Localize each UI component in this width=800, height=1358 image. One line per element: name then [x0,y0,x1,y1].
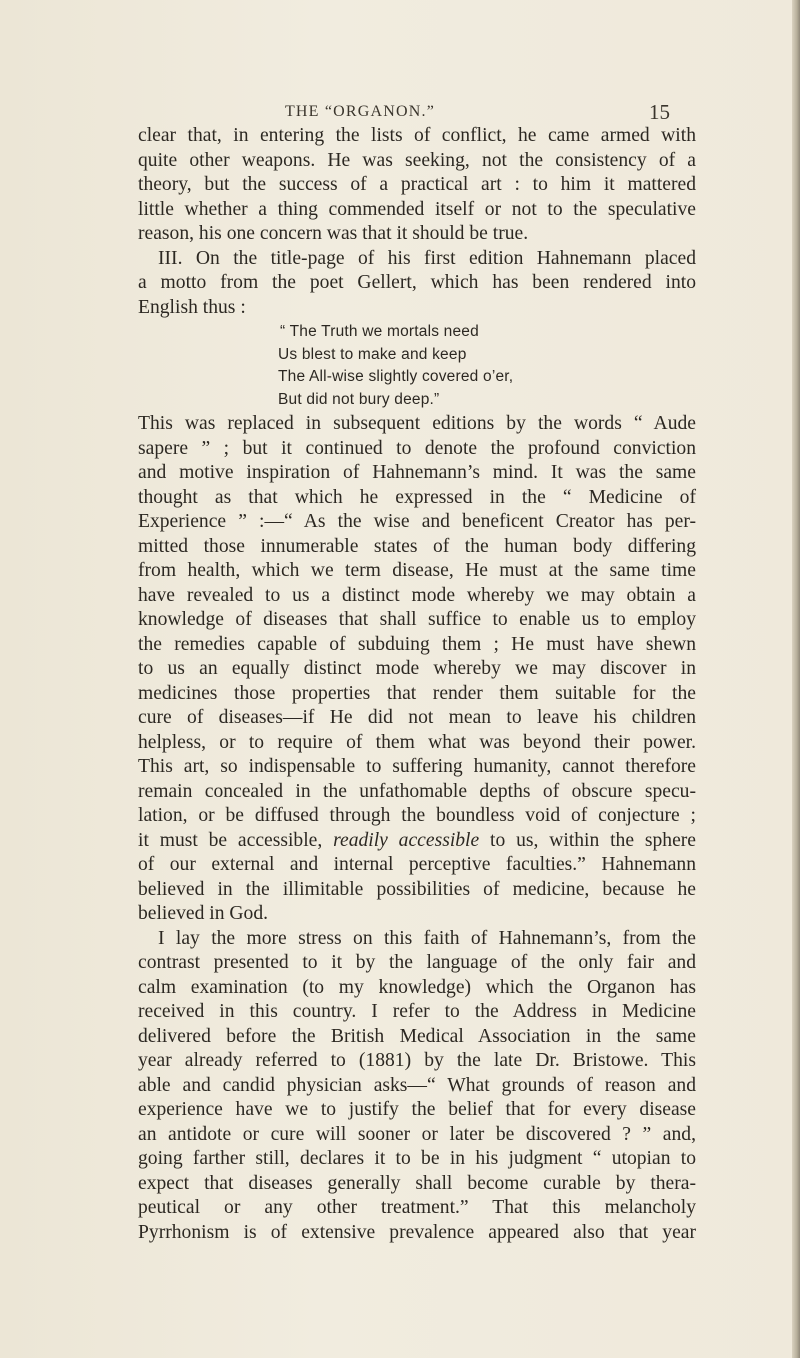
text-line: clear that, in entering the lists of conflict, he came armed with [138,125,696,146]
text-line: the remedies capable of subduing them ; He must have shewn [138,633,696,655]
text-line: year already referred to (1881) by the late Dr. Bristowe. This [138,1050,696,1071]
text-line: mitted those innumerable states of the human body differing [138,535,696,557]
text-line: English thus : [138,296,246,318]
text-line: This was replaced in subsequent editions by the words “ Aude [138,413,696,434]
paragraph-1 [138,124,696,247]
text-line: going farther still, declares it to be in his judgment “ utopian to [138,1148,696,1169]
text-line: delivered before the British Medical Association in the same [138,1025,696,1047]
text-line: contrast presented to it by the language of the only fair and [138,952,696,973]
text-line-with-italic [138,829,696,854]
text-line: experience have we to justify the belief that for every disease [138,1099,696,1120]
paragraph-2 [138,247,696,321]
page-edge-shadow [792,0,800,1358]
text-line: and motive inspiration of Hahnemann’s mind. It was the same [138,462,696,483]
text-line: received in this country. I refer to the Address in Medicine [138,1001,696,1022]
text-span: to us, within the sphere [490,829,697,851]
text-line: reason, his one concern was that it should be true. [138,223,529,244]
italic-phrase: readily accessible [333,829,480,851]
text-line: peutical or any other treatment.” That this melancholy [138,1197,696,1218]
motto-verse [278,320,696,412]
text-line: believed in God. [138,903,269,924]
text-line: helpless, or to require of them what was beyond their power. [138,731,696,753]
text-line: remain concealed in the unfathomable depths of obscure specu- [138,780,696,802]
text-line: quite other weapons. He was seeking, not the consistency of a [138,149,696,171]
text-line: able and candid physician asks—“ What grounds of reason and [138,1074,696,1096]
text-line: little whether a thing commended itself or not to the speculative [138,198,696,220]
text-line: have revealed to us a distinct mode whereby we may obtain a [138,584,696,606]
text-line: medicines those properties that render them suitable for the [138,682,696,704]
verse-line: The All-wise slightly covered o’er, [278,368,514,385]
text-line: thought as that which he expressed in the “ Medicine of [138,486,696,508]
text-line: Experience ” :—“ As the wise and beneficent Creator has per- [138,511,696,532]
text-line: theory, but the success of a practical art : to him it mattered [138,174,696,195]
verse-line: Us blest to make and keep [278,345,467,363]
verse-line: “ The Truth we mortals need [280,323,479,340]
text-span: it must be accessible, [138,829,323,851]
text-line: to us an equally distinct mode whereby we may discover in [138,658,696,679]
text-line: sapere ” ; but it continued to denote the profound conviction [138,437,696,459]
running-title: THE “ORGANON.” [284,103,436,120]
text-line: an antidote or cure will sooner or later be discovered ? ” and, [138,1123,696,1145]
text-line: cure of diseases—if He did not mean to leave his children [138,707,696,728]
page-number: 15 [649,100,670,124]
text-line: III. On the title-page of his first edition Hahnemann placed [158,247,696,269]
paragraph-4 [138,927,696,1246]
text-line: of our external and internal perceptive faculties.” Hahnemann [138,854,696,875]
text-line: a motto from the poet Gellert, which has been rendered into [138,272,696,293]
text-line: This art, so indispensable to suffering humanity, cannot therefore [138,756,696,777]
paragraph-3 [138,412,696,927]
text-line: expect that diseases generally shall become curable by thera- [138,1172,696,1194]
text-line: knowledge of diseases that shall suffice to enable us to employ [138,609,696,630]
text-line: Pyrrhonism is of extensive prevalence appeared also that year [138,1221,696,1243]
text-line: lation, or be diffused through the boundless void of conjecture ; [138,805,696,826]
body-text [138,124,696,1245]
verse-line: But did not bury deep.” [278,390,440,408]
text-line: believed in the illimitable possibilities of medicine, because he [138,878,696,900]
text-line: from health, which we term disease, He must at the same time [138,560,696,581]
text-line: calm examination (to my knowledge) which the Organon has [138,976,696,998]
text-line: I lay the more stress on this faith of Hahnemann’s, from the [158,927,696,949]
